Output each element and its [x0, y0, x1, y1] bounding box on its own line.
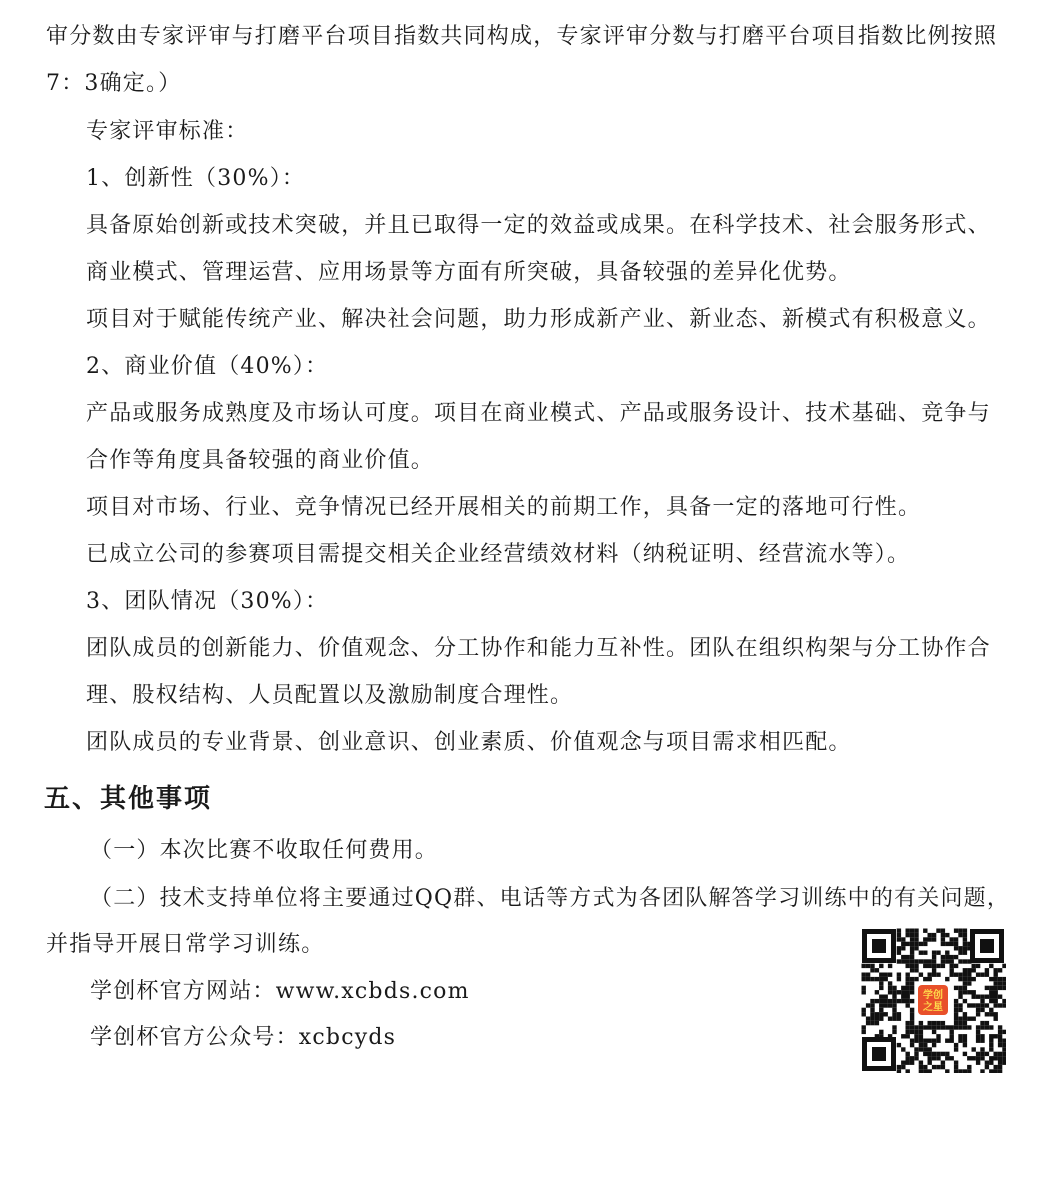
- criterion-innovation-title: 1、创新性（30%）：: [86, 166, 306, 191]
- paragraph-line: 团队成员的创新能力、价值观念、分工协作和能力互补性。团队在组织构架与分工协作合: [86, 636, 991, 661]
- criterion-business-title: 2、商业价值（40%）：: [86, 354, 329, 379]
- qr-code: [860, 927, 1006, 1073]
- other-item-1: （一）本次比赛不收取任何费用。: [90, 838, 439, 863]
- criterion-team-title: 3、团队情况（30%）：: [86, 589, 329, 614]
- qr-finder-top-right: [970, 929, 1004, 963]
- paragraph-line: 团队成员的专业背景、创业意识、创业素质、价值观念与项目需求相匹配。: [86, 730, 852, 755]
- paragraph-line: 已成立公司的参赛项目需提交相关企业经营绩效材料（纳税证明、经营流水等）。: [86, 542, 911, 567]
- paragraph-line: 具备原始创新或技术突破，并且已取得一定的效益或成果。在科学技术、社会服务形式、: [86, 213, 991, 238]
- paragraph-line: 并指导开展日常学习训练。: [46, 932, 325, 957]
- paragraph-line: 理、股权结构、人员配置以及激励制度合理性。: [86, 683, 574, 708]
- subheading-expert-criteria: 专家评审标准：: [86, 119, 249, 144]
- paragraph-line: 产品或服务成熟度及市场认可度。项目在商业模式、产品或服务设计、技术基础、竞争与: [86, 401, 991, 426]
- paragraph-line: 商业模式、管理运营、应用场景等方面有所突破，具备较强的差异化优势。: [86, 260, 852, 285]
- qr-finder-bottom-left: [862, 1037, 896, 1071]
- paragraph-line: 合作等角度具备较强的商业价值。: [86, 448, 435, 473]
- svg-text:之星: 之星: [923, 1002, 943, 1013]
- svg-text:学创: 学创: [923, 990, 943, 1001]
- paragraph-line: 7：3确定。）: [46, 71, 182, 96]
- section-heading: 五、其他事项: [44, 784, 213, 814]
- other-item-2: （二）技术支持单位将主要通过QQ群、电话等方式为各团队解答学习训练中的有关问题，: [90, 886, 1011, 911]
- paragraph-line: 审分数由专家评审与打磨平台项目指数共同构成，专家评审分数与打磨平台项目指数比例按照: [46, 24, 998, 49]
- qr-finder-top-left: [862, 929, 896, 963]
- qr-logo: [915, 982, 951, 1018]
- official-account: 学创杯官方公众号：xcbcyds: [90, 1025, 397, 1050]
- official-website[interactable]: 学创杯官方网站：www.xcbds.com: [90, 979, 470, 1004]
- paragraph-line: 项目对市场、行业、竞争情况已经开展相关的前期工作，具备一定的落地可行性。: [86, 495, 922, 520]
- paragraph-line: 项目对于赋能传统产业、解决社会问题，助力形成新产业、新业态、新模式有积极意义。: [86, 307, 991, 332]
